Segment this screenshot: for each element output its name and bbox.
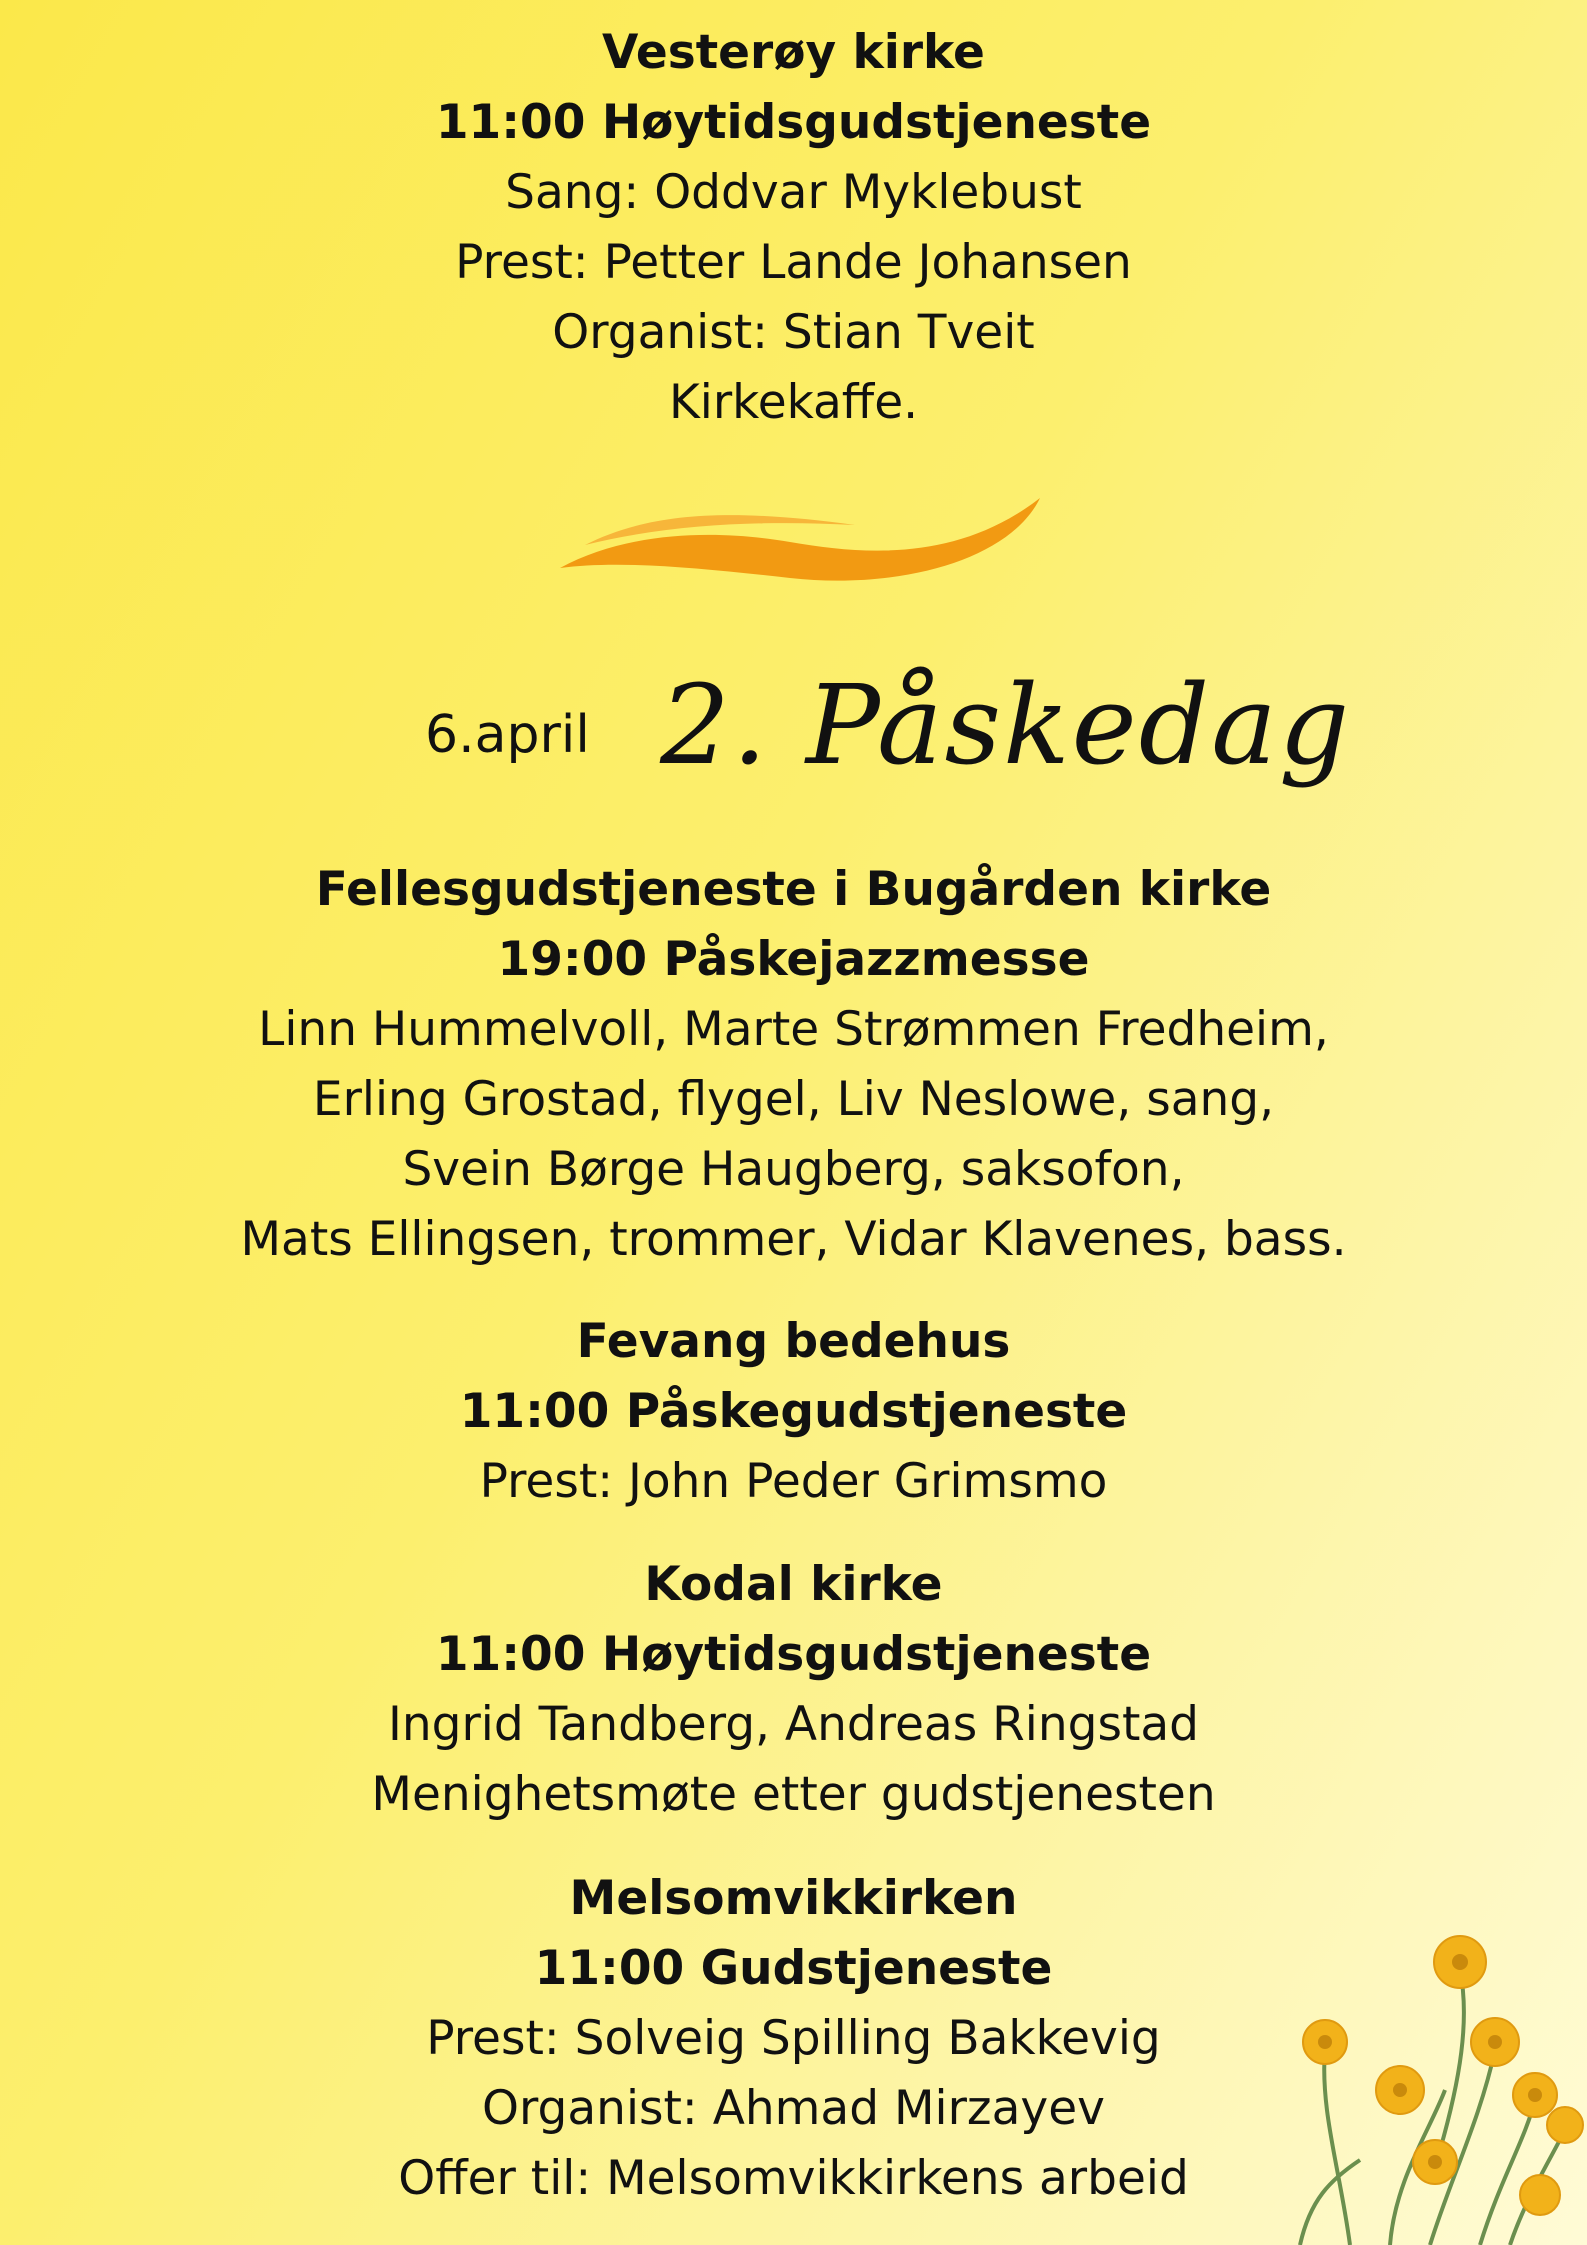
venue-title: Melsomvikkirken xyxy=(569,1871,1018,1926)
detail-line: Svein Børge Haugberg, saksofon, xyxy=(402,1142,1185,1197)
detail-line: Erling Grostad, flygel, Liv Neslowe, sang, xyxy=(312,1072,1275,1127)
detail-line: Linn Hummelvoll, Marte Strømmen Fredheim, xyxy=(258,1002,1329,1057)
service-title: 11:00 Høytidsgudstjeneste xyxy=(435,95,1152,150)
yellow-flowers-icon xyxy=(1280,1900,1587,2245)
detail-line: Prest: Petter Lande Johansen xyxy=(455,235,1132,290)
detail-line: Organist: Ahmad Mirzayev xyxy=(482,2081,1105,2136)
detail-line: Kirkekaffe. xyxy=(668,375,919,430)
orange-wave-icon xyxy=(540,490,1050,590)
date-label: 6.april xyxy=(425,705,590,765)
detail-line: Offer til: Melsomvikkirkens arbeid xyxy=(398,2151,1189,2206)
detail-line: Organist: Stian Tveit xyxy=(552,305,1035,360)
detail-line: Mats Ellingsen, trommer, Vidar Klavenes, bass. xyxy=(240,1212,1347,1267)
service-title: 11:00 Påskegudstjeneste xyxy=(459,1384,1128,1439)
detail-line: Prest: John Peder Grimsmo xyxy=(479,1454,1108,1509)
detail-line: Prest: Solveig Spilling Bakkevig xyxy=(426,2011,1161,2066)
day-title: 2. Påskedag xyxy=(660,661,1352,789)
bugarden-section xyxy=(0,855,1587,1275)
service-title: 11:00 Høytidsgudstjeneste xyxy=(435,1627,1152,1682)
venue-title: Kodal kirke xyxy=(644,1557,943,1612)
service-title: 11:00 Gudstjeneste xyxy=(534,1941,1053,1996)
detail-line: Menighetsmøte etter gudstjenesten xyxy=(371,1767,1216,1822)
detail-line: Ingrid Tandberg, Andreas Ringstad xyxy=(387,1697,1200,1752)
fevang-section xyxy=(0,1307,1587,1517)
venue-title: Vesterøy kirke xyxy=(602,25,985,80)
venue-title: Fevang bedehus xyxy=(576,1314,1011,1369)
vesteroy-section xyxy=(0,18,1587,438)
service-title: 19:00 Påskejazzmesse xyxy=(497,932,1090,987)
kodal-section xyxy=(0,1550,1587,1830)
venue-title: Fellesgudstjeneste i Bugården kirke xyxy=(315,862,1272,917)
detail-line: Sang: Oddvar Myklebust xyxy=(505,165,1082,220)
